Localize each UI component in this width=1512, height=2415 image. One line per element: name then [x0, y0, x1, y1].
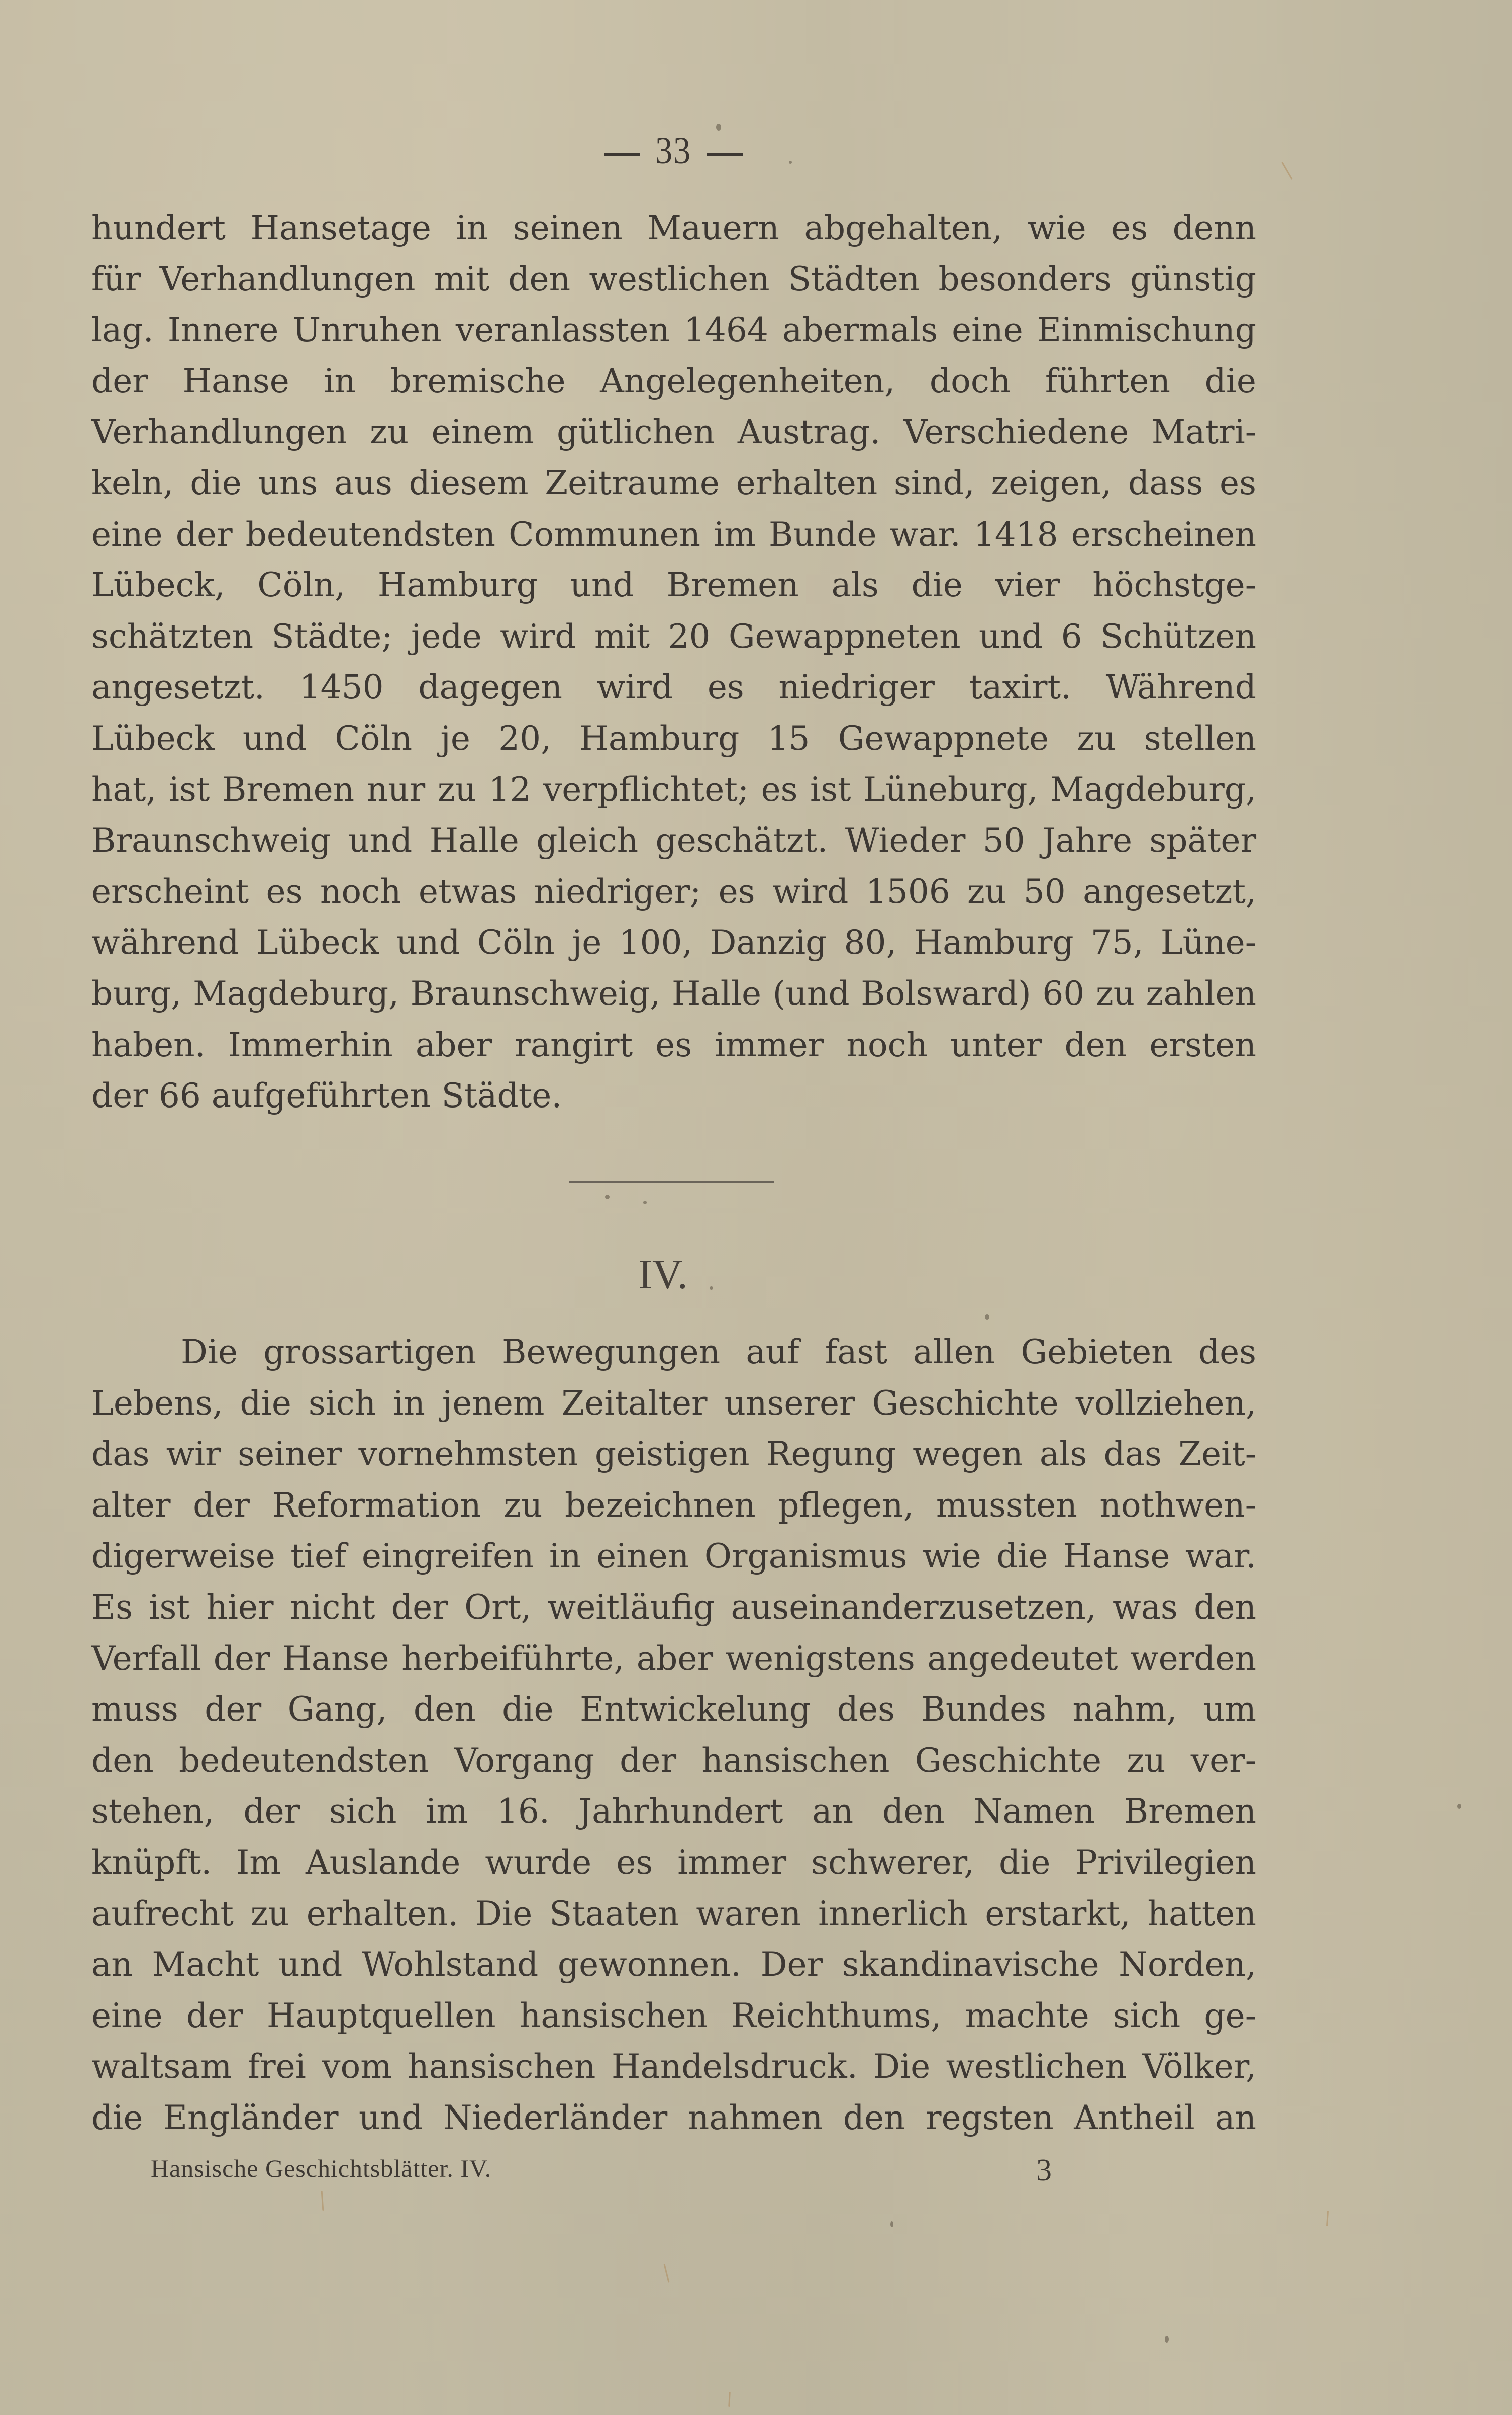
page-number-header	[0, 126, 1347, 177]
text-line: waltsam frei vom hansischen Handelsdruck. Die westlichen Völker,	[91, 2047, 1256, 2086]
paper-fiber	[663, 2264, 669, 2283]
text-line: hat, ist Bremen nur zu 12 verpflichtet; es ist Lüneburg, Magdeburg,	[91, 770, 1256, 809]
paper-fiber	[1326, 2211, 1329, 2226]
text-line: Die grossartigen Bewegungen auf fast allen Gebieten des	[181, 1333, 1256, 1371]
text-line: Lübeck und Cöln je 20, Hamburg 15 Gewappnete zu stellen	[91, 719, 1256, 758]
text-line: Verhandlungen zu einem gütlichen Austrag. Verschiedene Matri-	[91, 413, 1256, 452]
paper-speck	[890, 2221, 893, 2227]
page-footer	[0, 2146, 1512, 2191]
text-line: digerweise tief eingreifen in einen Organismus wie die Hanse war.	[91, 1537, 1256, 1576]
paper-speck	[985, 1314, 989, 1320]
text-line: die Engländer und Niederländer nahmen den regsten Antheil an	[91, 2098, 1256, 2137]
text-line: haben. Immerhin aber rangirt es immer noch unter den ersten	[91, 1025, 1256, 1064]
text-line: für Verhandlungen mit den westlichen Städten besonders günstig	[91, 259, 1256, 298]
text-line: der Hanse in bremische Angelegenheiten, doch führten die	[91, 361, 1256, 400]
dash-right	[707, 153, 743, 156]
paper-speck	[710, 1286, 713, 1290]
footer-signature-mark: 3	[1036, 2153, 1052, 2187]
text-line: während Lübeck und Cöln je 100, Danzig 80, Hamburg 75, Lüne-	[91, 923, 1256, 962]
text-line: lag. Innere Unruhen veranlassten 1464 abermals eine Einmischung	[91, 311, 1256, 350]
paper-speck	[716, 124, 721, 131]
paper-speck	[605, 1195, 610, 1199]
text-line: das wir seiner vornehmsten geistigen Regung wegen als das Zeit-	[91, 1435, 1256, 1474]
dash-left	[604, 153, 640, 156]
text-line: an Macht und Wohlstand gewonnen. Der skandinavische Norden,	[91, 1945, 1256, 1984]
paper-speck	[1165, 2336, 1169, 2343]
text-line: schätzten Städte; jede wird mit 20 Gewappneten und 6 Schützen	[91, 617, 1256, 656]
text-line: erscheint es noch etwas niedriger; es wird 1506 zu 50 angesetzt,	[91, 872, 1256, 911]
text-line: eine der bedeutendsten Communen im Bunde war. 1418 erscheinen	[91, 515, 1256, 554]
section-heading: IV.	[638, 1251, 688, 1298]
footer-journal-title: Hansische Geschichtsblätter. IV.	[151, 2154, 492, 2182]
text-line: Braunschweig und Halle gleich geschätzt. Wieder 50 Jahre später	[91, 821, 1256, 860]
text-line: angesetzt. 1450 dagegen wird es niedriger taxirt. Während	[91, 668, 1256, 707]
text-line: den bedeutendsten Vorgang der hansischen Geschichte zu ver-	[91, 1741, 1256, 1780]
paper-fiber	[321, 2191, 324, 2211]
paragraph-continuation	[91, 203, 1256, 1122]
paragraph-section-iv	[91, 1327, 1256, 2144]
text-line: muss der Gang, den die Entwickelung des Bundes nahm, um	[91, 1690, 1256, 1729]
text-line: der 66 aufgeführten Städte.	[91, 1076, 562, 1116]
text-line: Lübeck, Cöln, Hamburg und Bremen als die vier höchstge-	[91, 566, 1256, 605]
page-number: 33	[655, 130, 691, 172]
text-line: hundert Hansetage in seinen Mauern abgehalten, wie es denn	[91, 209, 1256, 247]
text-line: aufrecht zu erhalten. Die Staaten waren innerlich erstarkt, hatten	[91, 1894, 1256, 1933]
text-line: keln, die uns aus diesem Zeitraume erhalten sind, zeigen, dass es	[91, 463, 1256, 502]
paper-speck	[1457, 1804, 1461, 1809]
text-line: knüpft. Im Auslande wurde es immer schwerer, die Privilegien	[91, 1843, 1256, 1882]
text-line: Verfall der Hanse herbeiführte, aber wenigstens angedeutet werden	[91, 1639, 1256, 1678]
section-divider-rule	[569, 1181, 774, 1183]
paper-speck	[789, 161, 792, 164]
text-line: burg, Magdeburg, Braunschweig, Halle (und Bolsward) 60 zu zahlen	[91, 974, 1256, 1013]
text-line: Lebens, die sich in jenem Zeitalter unserer Geschichte vollziehen,	[91, 1383, 1256, 1423]
paper-fiber	[728, 2392, 731, 2407]
text-line: eine der Hauptquellen hansischen Reichthums, machte sich ge-	[91, 1996, 1256, 2035]
paper-speck	[643, 1201, 647, 1204]
text-line: Es ist hier nicht der Ort, weitläufig auseinanderzusetzen, was den	[91, 1587, 1256, 1627]
text-line: stehen, der sich im 16. Jahrhundert an den Namen Bremen	[91, 1792, 1256, 1831]
text-line: alter der Reformation zu bezeichnen pflegen, mussten nothwen-	[91, 1485, 1256, 1525]
